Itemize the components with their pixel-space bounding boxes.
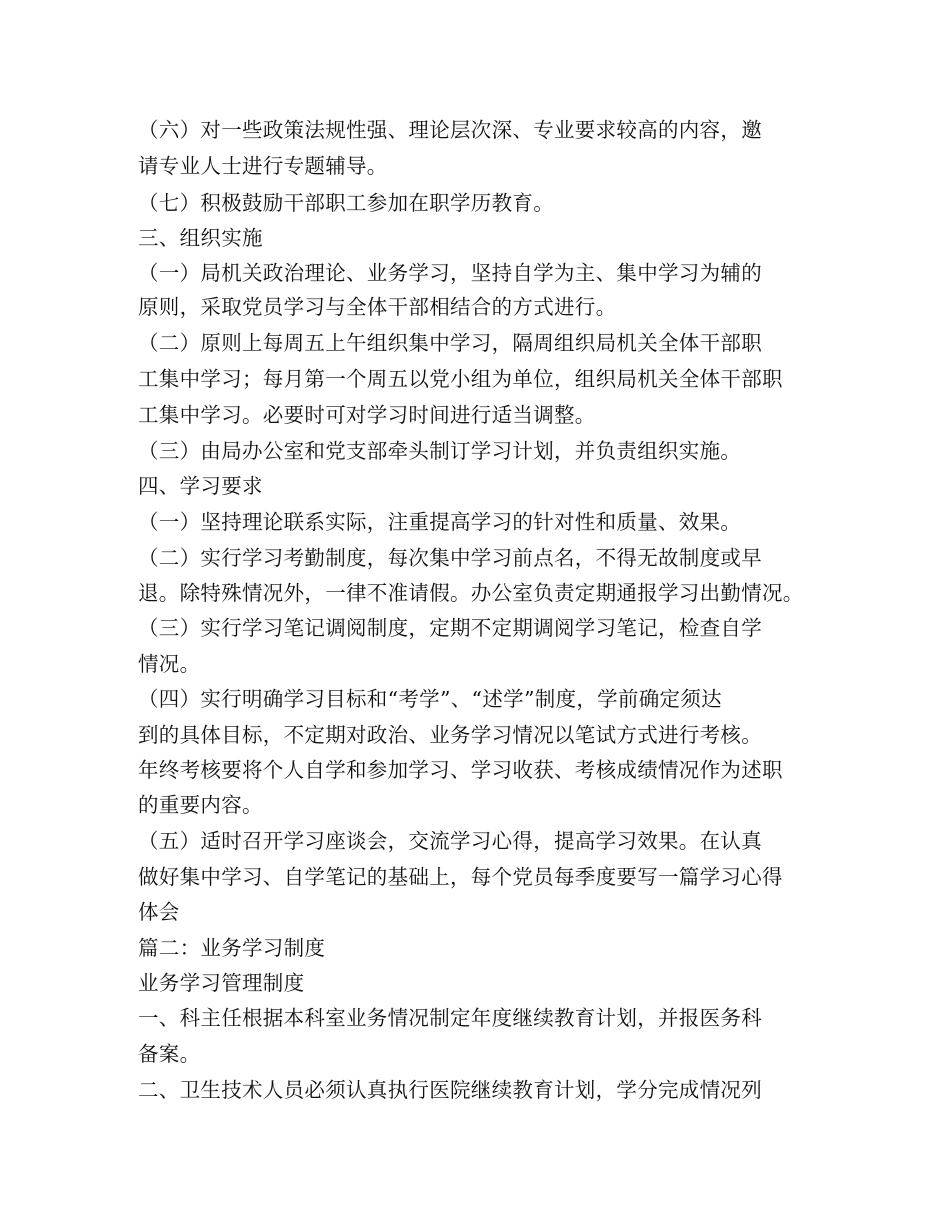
text-line: （五）适时召开学习座谈会，交流学习心得，提高学习效果。在认真 [138, 829, 762, 853]
text-line: 请专业人士进行专题辅导。 [138, 154, 388, 178]
text-line: 工集中学习。必要时可对学习时间进行适当调整。 [138, 403, 596, 427]
article-heading: 篇二：业务学习制度 [138, 936, 326, 960]
text-line: 一、科主任根据本科室业务情况制定年度继续教育计划，并报医务科 [138, 1006, 762, 1030]
section-heading: 四、学习要求 [138, 474, 263, 498]
text-line: （七）积极鼓励干部职工参加在职学历教育。 [138, 191, 554, 215]
section-heading: 三、组织实施 [138, 226, 263, 250]
text-line: 原则，采取党员学习与全体干部相结合的方式进行。 [138, 295, 617, 319]
text-line: （一）局机关政治理论、业务学习，坚持自学为主、集中学习为辅的 [138, 261, 762, 285]
text-line: 退。除特殊情况外，一律不准请假。办公室负责定期通报学习出勤情况。 [138, 581, 804, 605]
text-line: 工集中学习；每月第一个周五以党小组为单位，组织局机关全体干部职 [138, 367, 783, 391]
text-line: 备案。 [138, 1042, 201, 1066]
text-line: （二）实行学习考勤制度，每次集中学习前点名，不得无故制度或早 [138, 546, 762, 570]
text-line: （二）原则上每周五上午组织集中学习，隔周组织局机关全体干部职 [138, 331, 762, 355]
text-line: 情况。 [138, 652, 201, 676]
section-heading: 业务学习管理制度 [138, 971, 305, 995]
text-line: （一）坚持理论联系实际，注重提高学习的针对性和质量、效果。 [138, 510, 742, 534]
text-line: 的重要内容。 [138, 793, 263, 817]
text-line: （六）对一些政策法规性强、理论层次深、专业要求较高的内容，邀 [138, 118, 762, 142]
text-line: 做好集中学习、自学笔记的基础上，每个党员每季度要写一篇学习心得 [138, 865, 783, 889]
text-line: 体会 [138, 900, 180, 924]
text-line: 到的具体目标，不定期对政治、业务学习情况以笔试方式进行考核。 [138, 723, 762, 747]
text-line: 二、卫生技术人员必须认真执行医院继续教育计划，学分完成情况列 [138, 1078, 762, 1102]
text-line: （三）实行学习笔记调阅制度，定期不定期调阅学习笔记，检查自学 [138, 616, 762, 640]
text-line: （三）由局办公室和党支部牵头制订学习计划，并负责组织实施。 [138, 439, 742, 463]
text-line: 年终考核要将个人自学和参加学习、学习收获、考核成绩情况作为述职 [138, 758, 783, 782]
text-line: （四）实行明确学习目标和“考学”、“述学”制度，学前确定须达 [138, 687, 722, 711]
